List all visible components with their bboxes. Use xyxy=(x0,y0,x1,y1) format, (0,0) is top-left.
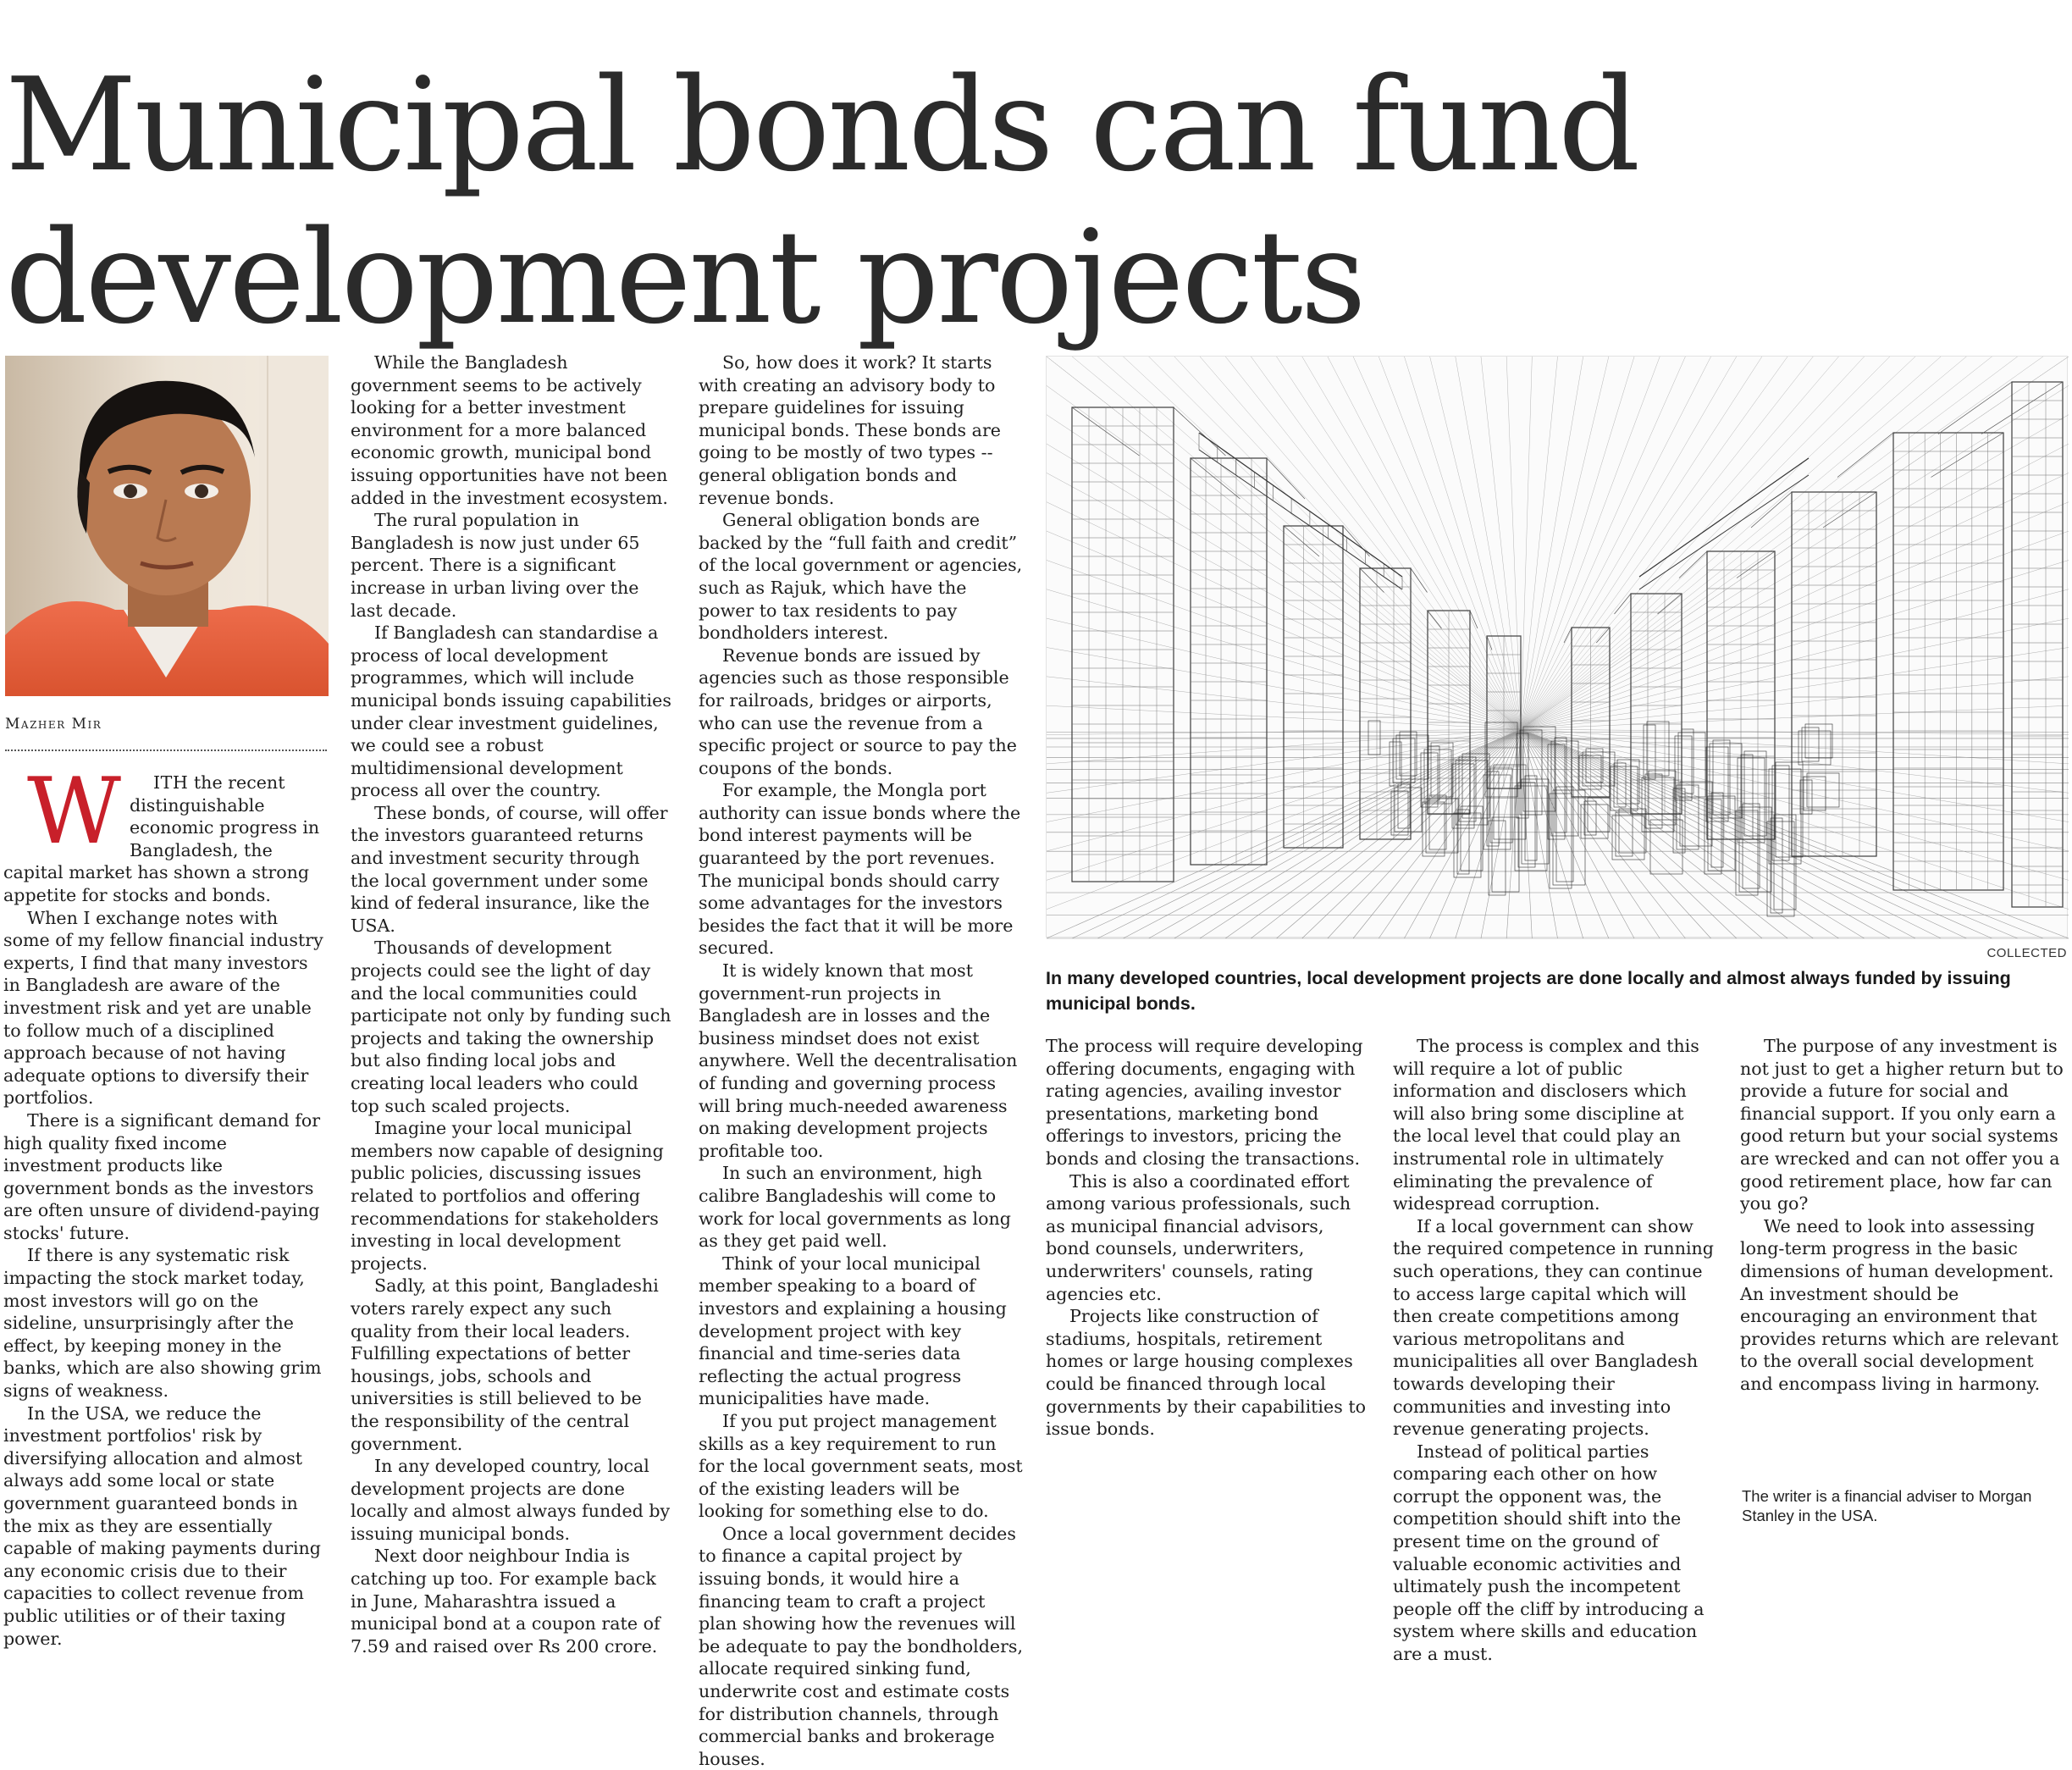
wireframe-line xyxy=(1521,729,1915,938)
body-paragraph: If a local government can show the required competence in running such operations, they can continue to access large capital which will then create competitions among various metropolitans and municipalities all over Bangladesh towards developing their communities and investing into revenue generating projects. xyxy=(1393,1215,1714,1440)
wireframe-line xyxy=(1199,433,1402,577)
body-paragraph: For example, the Mongla port authority can issue bonds where the bond interest payments will be guaranteed by the port revenues. The municipal bonds should carry some advantages for the investors besides the fact that it will be more secured. xyxy=(699,780,1021,959)
image-caption: In many developed countries, local development projects are done locally and almost always funded by issuing municipal bonds. xyxy=(1046,968,2011,1014)
wireframe-building xyxy=(1584,801,1596,835)
wireframe-line xyxy=(1284,526,1319,556)
wireframe-line xyxy=(1521,729,1660,938)
byline-divider xyxy=(5,749,327,751)
body-paragraph-continued: The process will require developing offering documents, engaging with rating agencies, availing investor presentations, marketing bond offerings to investors, pricing the bonds and closing the transactions. xyxy=(1046,1036,1363,1169)
wireframe-line xyxy=(1521,357,1941,729)
article-column-3 xyxy=(699,351,1024,1770)
intro-lead-word: ITH xyxy=(153,772,189,793)
wireframe-line xyxy=(1191,458,1240,499)
wireframe-line xyxy=(1521,589,2069,729)
wireframe-line xyxy=(1521,357,1787,729)
wireframe-building xyxy=(1647,722,1669,776)
drop-cap: W xyxy=(27,759,122,865)
body-paragraph: There is a significant demand for high quality fixed income investment products like government bonds as the investors are often unsure of dividend-paying stocks' future. xyxy=(3,1109,321,1243)
wireframe-building xyxy=(2012,382,2063,907)
wireframe-line xyxy=(1521,357,1634,729)
wireframe-line xyxy=(1521,560,2069,729)
wireframe-line xyxy=(1521,729,1865,938)
body-paragraph: These bonds, of course, will offer the investors guaranteed returns and investment security through the local government under some kind of federal insurance, like the USA. xyxy=(351,802,668,936)
body-paragraph: We need to look into assessing long-term progress in the basic dimensions of human development. An investment should be encouraging an environment that provides returns which are relevant to the overall social development and encompass living in harmony. xyxy=(1740,1215,2058,1394)
wireframe-line xyxy=(1521,357,1838,729)
wireframe-line xyxy=(1823,492,1876,528)
wireframe-line xyxy=(1521,729,1762,938)
body-paragraph: The purpose of any investment is not just to get a higher return but to provide a future for social and financial support. If you only earn a good return but your social systems are wrecked and can not offer you a good retirement place, how far can you go? xyxy=(1740,1036,2064,1214)
body-paragraph: Thousands of development projects could see the light of day and the local communities could participate not only by funding such projects and taking the ownership but also finding local jobs and creating local leaders who could top such scaled projects. xyxy=(351,938,671,1116)
wireframe-line xyxy=(1097,357,1521,729)
wireframe-line xyxy=(1521,531,2069,729)
body-paragraph: In such an environment, high calibre Bangladeshis will come to work for local governments as long as they get paid well. xyxy=(699,1163,1011,1252)
wireframe-building xyxy=(1743,804,1760,888)
headline xyxy=(5,49,1783,354)
wireframe-line xyxy=(1506,729,1521,938)
headline-line-2: development projects xyxy=(5,202,1364,352)
body-paragraph: Instead of political parties comparing each other on how corrupt the opponent was, the competition should shift into the present time on the ground of valuable economic activities and ultimately push the incompetent people off the cliff by introducing a system where skills and education are a must. xyxy=(1393,1441,1705,1665)
wireframe-building xyxy=(1644,725,1655,779)
wireframe-building xyxy=(1792,492,1876,856)
wireframe-line xyxy=(1072,357,1521,729)
wireframe-building xyxy=(1642,777,1674,832)
body-paragraph: The process is complex and this will require a lot of public information and disclosers which will also bring some discipline at the local level that could play an instrumental role in ultimately eliminating the prevalence of widespread corruption. xyxy=(1393,1036,1699,1214)
body-paragraph: So, how does it work? It starts with creating an advisory body to prepare guidelines for issuing municipal bonds. These bonds are going to be mostly of two types -- general obligation bonds and revenue bonds. xyxy=(699,352,1001,508)
body-paragraph: While the Bangladesh government seems to be actively looking for a better investment environment for a more balanced economic growth, municipal bond issuing opportunities have not been added in the investment ecosystem. xyxy=(351,352,668,508)
wireframe-line xyxy=(1199,450,1402,589)
wireframe-building xyxy=(1893,433,2003,890)
wireframe-line xyxy=(1072,729,1521,938)
wireframe-line xyxy=(1251,357,1521,729)
body-paragraph: When I exchange notes with some of my fellow financial industry experts, I find that many investors in Bangladesh are aware of the investment risk and yet are unable to follow much of a disciplined approach because of not having adequate options to diversify their portfolios. xyxy=(3,907,323,1109)
wireframe-line xyxy=(1564,628,1572,643)
wireframe-line xyxy=(1615,594,1632,614)
photo-credit: COLLECTED xyxy=(1986,946,2067,960)
body-paragraph: Next door neighbour India is catching up too. For example back in June, Maharashtra issued a municipal bond at a coupon rate of 7.59 and raised over Rs 200 crore. xyxy=(351,1546,660,1657)
wireframe-line xyxy=(1267,458,1305,499)
wireframe-building xyxy=(1515,786,1547,871)
wireframe-building xyxy=(1650,820,1682,874)
wireframe-line xyxy=(1277,357,1521,729)
wireframe-line xyxy=(1174,407,1226,456)
author-byline: Mazher Mir xyxy=(5,716,102,733)
headline-line-1: Municipal bonds can fund xyxy=(5,50,1638,200)
wireframe-line xyxy=(1521,729,1992,938)
intro-text: the recent distinguishable economic progress in Bangladesh, the capital market has shown a strong appetite for stocks and bonds. xyxy=(3,772,320,905)
body-paragraph: If Bangladesh can standardise a process of local development programmes, which will include municipal bonds issuing capabilities under clear investment guidelines, we could see a robust multidimensional development process all over the country. xyxy=(351,622,671,801)
wireframe-line xyxy=(1521,357,1660,729)
article-column-2 xyxy=(351,351,672,1657)
body-paragraph: Think of your local municipal member speaking to a board of investors and explaining a housing development project with key financial and time-series data reflecting the actual progress municipalities have made. xyxy=(699,1253,1007,1409)
wireframe-line xyxy=(1521,357,1711,729)
author-portrait-image xyxy=(5,356,329,696)
body-paragraph: Sadly, at this point, Bangladeshi voters rarely expect any such quality from their local leaders. Fulfilling expectations of better housings, jobs, schools and universities is still believed to be the responsibility of the central government. xyxy=(351,1275,659,1454)
wireframe-line xyxy=(1521,729,2069,735)
wireframe-line xyxy=(1521,729,1787,938)
wireframe-line xyxy=(1521,729,1941,938)
body-paragraph: Revenue bonds are issued by agencies such as those responsible for railroads, bridges or airports, who can use the revenue from a specific project or source to pay the coupons of the bonds. xyxy=(699,644,1017,778)
wireframe-line xyxy=(1521,357,1890,729)
body-paragraph: The rural population in Bangladesh is now just under 65 percent. There is a significant increase in urban living over the last decade. xyxy=(351,510,640,621)
wireframe-line xyxy=(1521,357,1865,729)
wireframe-line xyxy=(1521,357,1737,729)
wireframe-line xyxy=(1428,611,1442,628)
wireframe-line xyxy=(1353,729,1521,938)
wireframe-line xyxy=(1521,677,2069,729)
body-paragraph: General obligation bonds are backed by the “full faith and credit” of the local government or agencies, such as Rajuk, which have the power to tax residents to pay bondholders interest. xyxy=(699,510,1023,644)
body-paragraph: Imagine your local municipal members now capable of designing public policies, discussing issues related to portfolios and offering recommendations for stakeholders investing in local development projects. xyxy=(351,1118,664,1274)
wireframe-line xyxy=(1521,357,2043,729)
wireframe-line xyxy=(1981,382,2063,434)
wireframe-line xyxy=(1737,551,1775,578)
wireframe-building xyxy=(1802,727,1819,761)
wireframe-line xyxy=(1521,415,2069,729)
wireframe-line xyxy=(1521,357,1992,729)
wireframe-line xyxy=(1521,502,2069,729)
wireframe-line xyxy=(1931,433,2004,478)
body-paragraph: Projects like construction of stadiums, hospitals, retirement homes or large housing complexes could be financed through local governments by their capabilities to issue bonds. xyxy=(1046,1306,1366,1440)
wireframe-building xyxy=(1774,815,1796,910)
article-column-1 xyxy=(3,759,329,1650)
body-paragraph: In the USA, we reduce the investment portfolios' risk by diversifying allocation and almost always add some local or state government guaranteed bonds in the mix as they are essentially capable of making payments during any economic crisis due to their capacities to collect revenue from public utilities or of their taxing power. xyxy=(3,1402,321,1649)
wireframe-line xyxy=(1124,357,1521,729)
wireframe-line xyxy=(1521,357,1762,729)
wireframe-line xyxy=(1225,357,1521,729)
wireframe-building xyxy=(1675,736,1692,800)
body-paragraph: If there is any systematic risk impacting the stock market today, most investors will go on the sideline, unsurprisingly after the effect, by keeping money in the banks, which are also showing grim signs of weakness. xyxy=(3,1245,322,1402)
wireframe-line xyxy=(1521,729,2043,938)
wireframe-city-illustration xyxy=(1046,356,2068,938)
body-paragraph: Once a local government decides to finance a capital project by issuing bonds, it would hire a financing team to craft a project plan showing how the revenues will be adequate to pay the bondholders, allocate required sinking fund, underwrite cost and estimate costs for distribution channels, through commercial banks and brokerage houses. xyxy=(699,1523,1024,1769)
wireframe-building xyxy=(1191,458,1267,865)
wireframe-line xyxy=(1487,636,1492,650)
wireframe-building xyxy=(1426,799,1458,853)
wireframe-line xyxy=(1521,357,1966,729)
body-paragraph: It is widely known that most government-run projects in Bangladesh are in losses and the business mindset does not exist anywhere. Well the decentralisation of funding and governing process will bring much-needed awareness on making development projects profitable too. xyxy=(699,960,1018,1161)
article-column-6 xyxy=(1740,1035,2065,1396)
wireframe-line xyxy=(1360,568,1384,593)
writer-note: The writer is a financial adviser to Morgan Stanley in the USA. xyxy=(1742,1487,2032,1524)
article-column-4 xyxy=(1046,1035,1371,1441)
wireframe-line xyxy=(1521,705,2069,729)
body-paragraph: This is also a coordinated effort among various professionals, such as municipal financial advisors, bond counsels, underwriters, underwriters' counsels, rating agencies etc. xyxy=(1046,1170,1351,1304)
body-paragraph: In any developed country, local development projects are done locally and almost always funded by issuing municipal bonds. xyxy=(351,1456,671,1544)
wireframe-building xyxy=(1431,743,1453,797)
wireframe-line xyxy=(1521,357,1915,729)
wireframe-line xyxy=(1174,357,1521,729)
intro-paragraph xyxy=(3,759,329,907)
wireframe-line xyxy=(1521,473,2069,729)
article-column-5 xyxy=(1393,1035,1715,1666)
wireframe-line xyxy=(1521,444,2069,729)
body-paragraph: If you put project management skills as a key requirement to run for the local government seats, most of the existing leaders will be looking for something else to do. xyxy=(699,1410,1023,1522)
wireframe-line xyxy=(1521,385,2069,729)
